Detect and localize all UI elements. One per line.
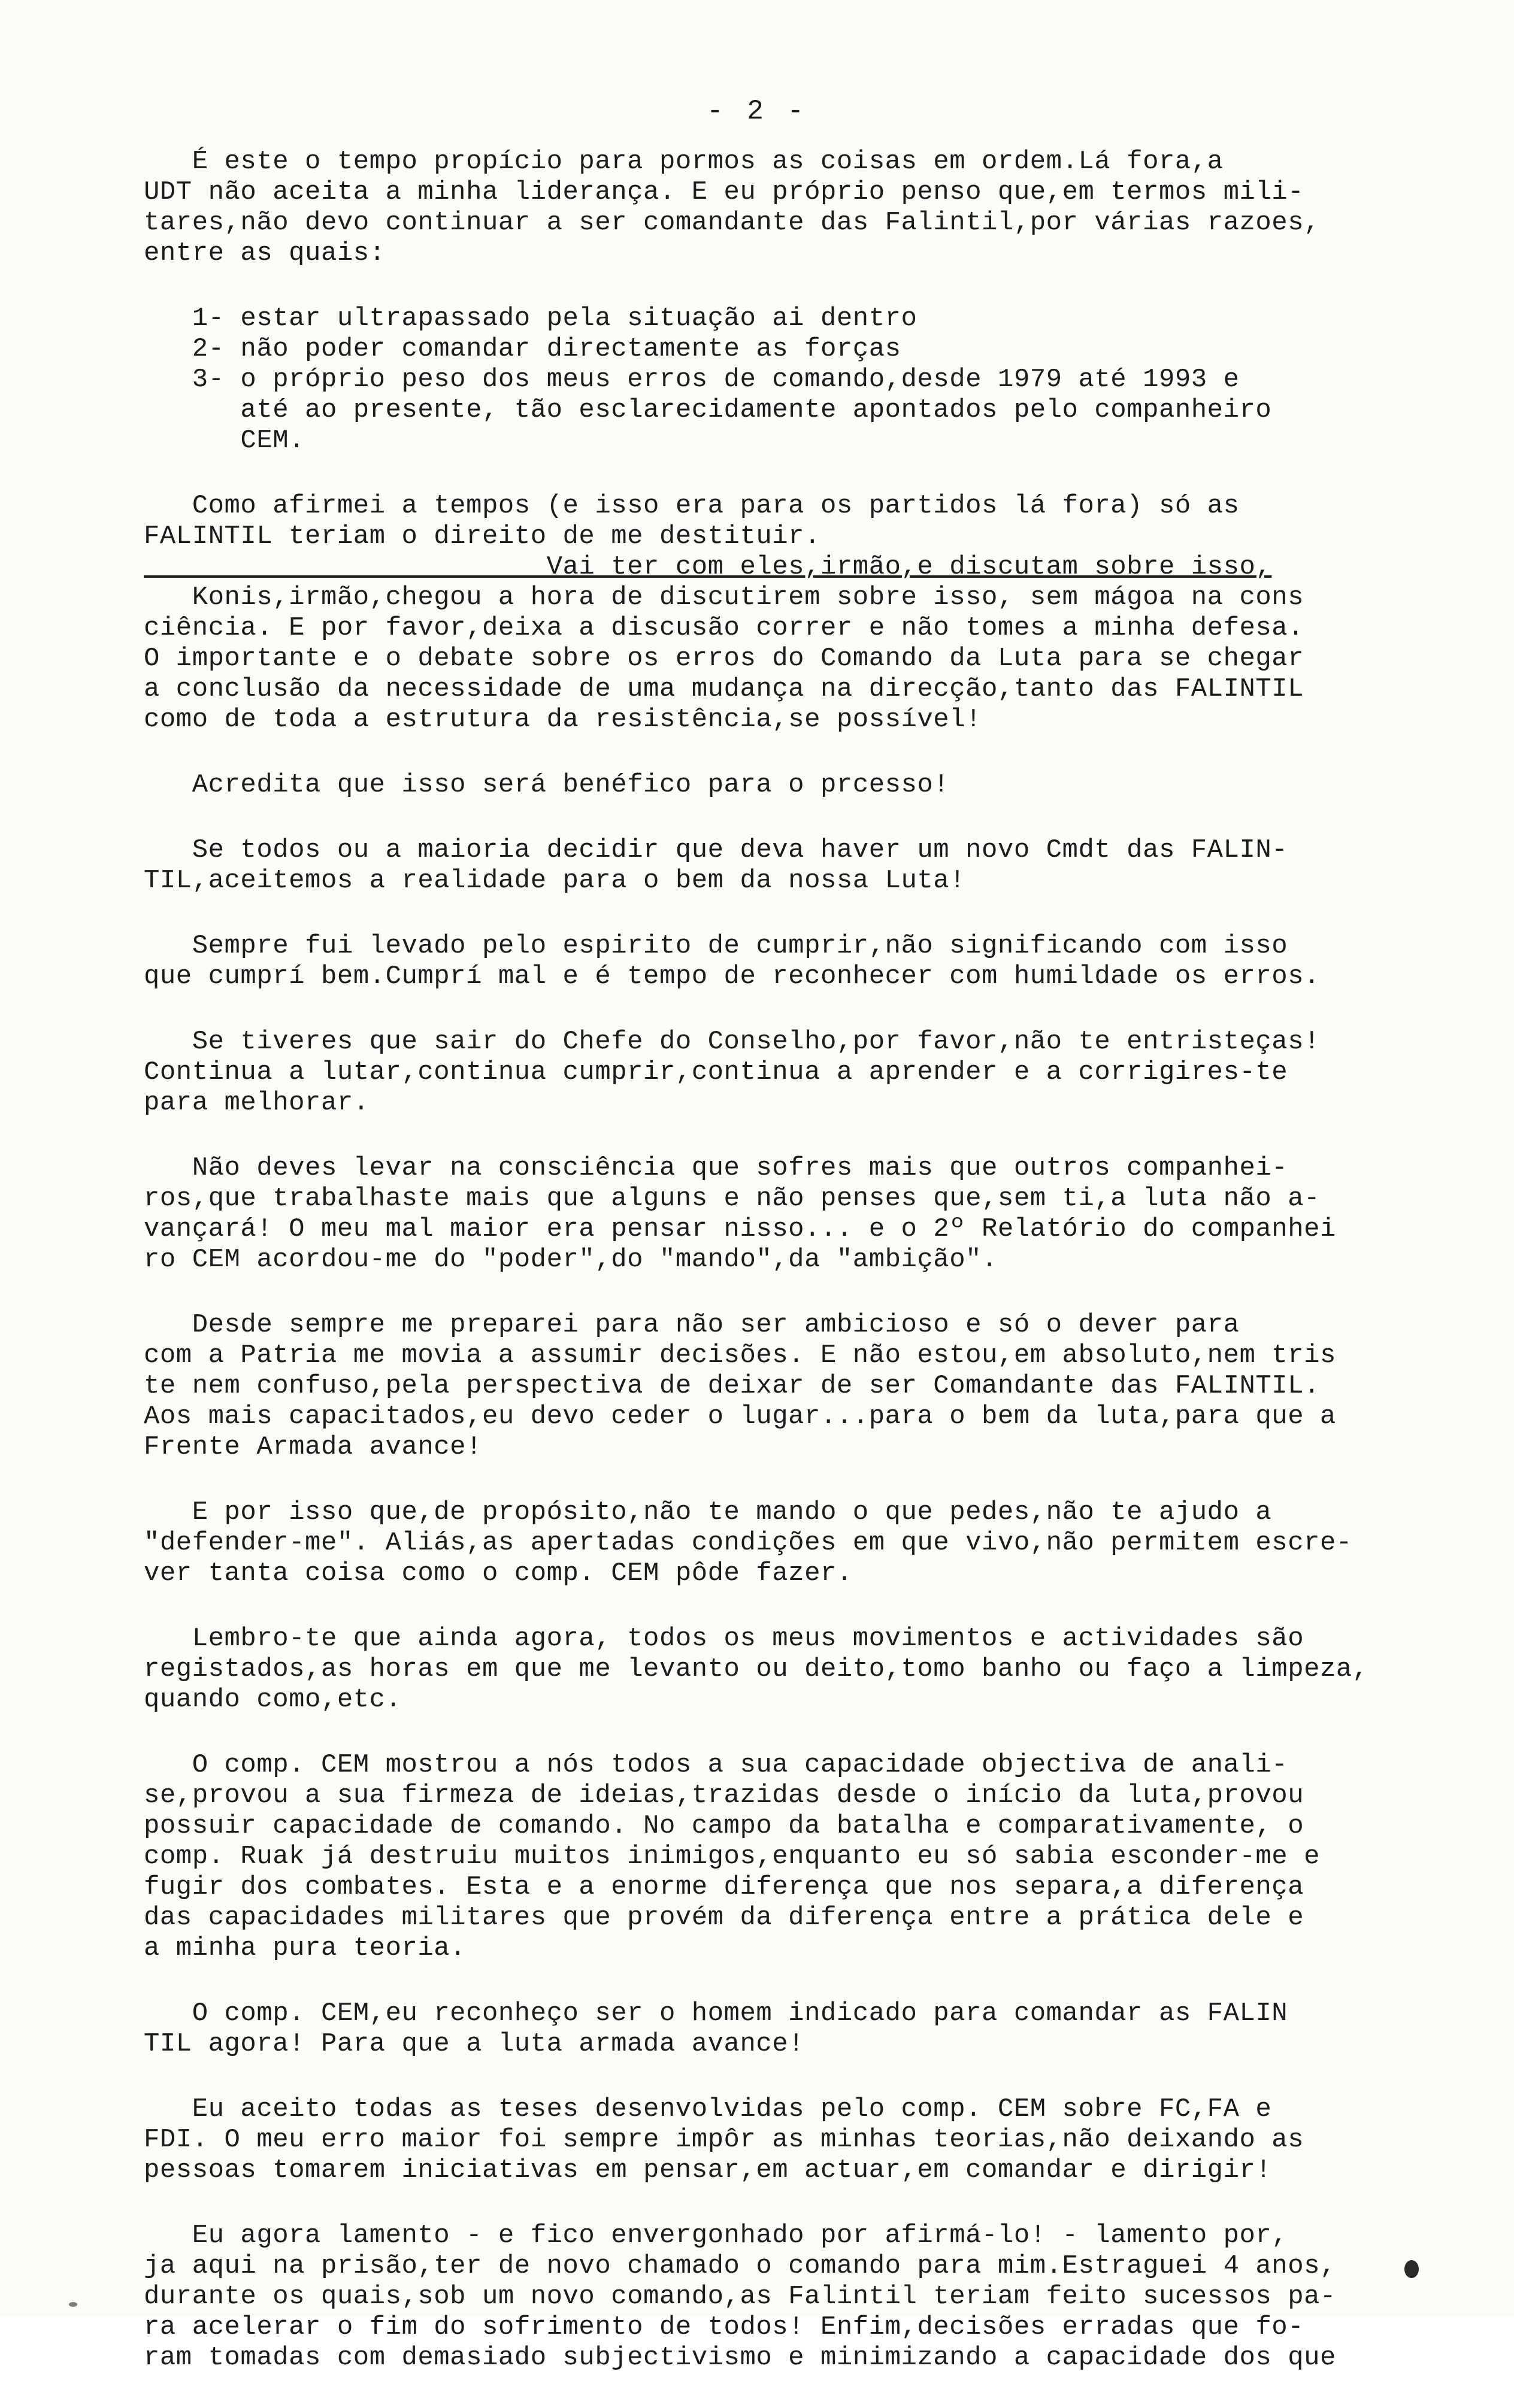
text-line: quando como,etc. xyxy=(144,1685,402,1715)
text-line: te nem confuso,pela perspectiva de deixar de ser Comandante das FALINTIL. xyxy=(144,1371,1321,1401)
text-line: como de toda a estrutura da resistência,se possível! xyxy=(144,705,982,735)
ink-smudge xyxy=(69,2302,77,2307)
paragraph xyxy=(144,1027,1473,1118)
list-item: até ao presente, tão esclarecidamente apontados pelo companheiro xyxy=(144,395,1272,425)
text-line: Aos mais capacitados,eu devo ceder o lugar...para o bem da luta,para que a xyxy=(144,1402,1336,1432)
list-item: 3- o próprio peso dos meus erros de comando,desde 1979 até 1993 e xyxy=(144,365,1240,395)
paragraph xyxy=(144,2221,1473,2373)
text-line: Não deves levar na consciência que sofres mais que outros companhei- xyxy=(144,1153,1288,1183)
list-item: 1- estar ultrapassado pela situação ai dentro xyxy=(144,304,918,333)
text-line: com a Patria me movia a assumir decisões. E não estou,em absoluto,nem tris xyxy=(144,1341,1336,1370)
text-line: para melhorar. xyxy=(144,1088,370,1118)
text-line: "defender-me". Aliás,as apertadas condições em que vivo,não permitem escre- xyxy=(144,1528,1352,1558)
reasons-list xyxy=(144,304,1473,456)
text-line: registados,as horas em que me levanto ou deito,tomo banho ou faço a limpeza, xyxy=(144,1654,1368,1684)
text-line: Frente Armada avance! xyxy=(144,1432,482,1462)
text-line: ja aqui na prisão,ter de novo chamado o comando para mim.Estraguei 4 anos, xyxy=(144,2251,1336,2281)
text-line: O comp. CEM mostrou a nós todos a sua capacidade objectiva de anali- xyxy=(144,1750,1288,1780)
text-line: que cumprí bem.Cumprí mal e é tempo de reconhecer com humildade os erros. xyxy=(144,962,1321,991)
paragraph xyxy=(144,1497,1473,1589)
text-line: se,provou a sua firmeza de ideias,trazidas desde o início da luta,provou xyxy=(144,1781,1304,1810)
list-item: CEM. xyxy=(144,426,305,456)
text-line: pessoas tomarem iniciativas em pensar,em actuar,em comandar e dirigir! xyxy=(144,2155,1272,2185)
text-line: Konis,irmão,chegou a hora de discutirem sobre isso, sem mágoa na cons xyxy=(144,583,1304,612)
text-line: durante os quais,sob um novo comando,as Falintil teriam feito sucessos pa- xyxy=(144,2282,1336,2312)
text-line: O importante e o debate sobre os erros do Comando da Luta para se chegar xyxy=(144,644,1304,674)
text-line: Eu agora lamento - e fico envergonhado por afirmá-lo! - lamento por, xyxy=(144,2221,1288,2251)
text-line: Continua a lutar,continua cumprir,continua a aprender e a corrigires-te xyxy=(144,1057,1288,1087)
text-line: Vai ter com eles,irmão,e discutam sobre isso, xyxy=(144,552,1272,582)
text-line: a minha pura teoria. xyxy=(144,1933,467,1963)
text-line: ver tanta coisa como o comp. CEM pôde fazer. xyxy=(144,1558,853,1588)
text-line: tares,não devo continuar a ser comandante das Falintil,por várias razoes, xyxy=(144,208,1321,238)
text-line: ciência. E por favor,deixa a discusão correr e não tomes a minha defesa. xyxy=(144,613,1304,643)
text-line: vançará! O meu mal maior era pensar nisso... e o 2º Relatório do companhei xyxy=(144,1214,1336,1244)
text-line: UDT não aceita a minha liderança. E eu próprio penso que,em termos mili- xyxy=(144,177,1304,207)
paragraph xyxy=(144,1998,1473,2060)
text-line: Se todos ou a maioria decidir que deva haver um novo Cmdt das FALIN- xyxy=(144,835,1288,865)
text-line: das capacidades militares que provém da diferença entre a prática dele e xyxy=(144,1903,1304,1933)
text-line: ros,que trabalhaste mais que alguns e não penses que,sem ti,a luta não a- xyxy=(144,1184,1321,1214)
paragraph xyxy=(144,147,1473,269)
text-line: possuir capacidade de comando. No campo da batalha e comparativamente, o xyxy=(144,1811,1304,1841)
text-line: TIL,aceitemos a realidade para o bem da nossa Luta! xyxy=(144,866,966,896)
paragraph xyxy=(144,1624,1473,1715)
text-line: TIL agora! Para que a luta armada avance! xyxy=(144,2029,805,2059)
page-number: - 2 - xyxy=(706,96,808,127)
text-line: Eu aceito todas as teses desenvolvidas pelo comp. CEM sobre FC,FA e xyxy=(144,2094,1272,2124)
text-line: Se tiveres que sair do Chefe do Conselho,por favor,não te entristeças! xyxy=(144,1027,1321,1057)
text-line: Desde sempre me preparei para não ser ambicioso e só o dever para xyxy=(144,1310,1240,1340)
paragraph xyxy=(144,2094,1473,2186)
text-line: Lembro-te que ainda agora, todos os meus movimentos e actividades são xyxy=(144,1624,1304,1654)
list-item: 2- não poder comandar directamente as forças xyxy=(144,334,901,364)
paragraph xyxy=(144,491,1473,735)
text-line: ro CEM acordou-me do "poder",do "mando",da "ambição". xyxy=(144,1245,998,1275)
text-line: Sempre fui levado pelo espirito de cumprir,não significando com isso xyxy=(144,931,1288,961)
paragraph xyxy=(144,1310,1473,1463)
paragraph xyxy=(144,835,1473,896)
text-line: E por isso que,de propósito,não te mando o que pedes,não te ajudo a xyxy=(144,1497,1272,1527)
text-line: FDI. O meu erro maior foi sempre impôr as minhas teorias,não deixando as xyxy=(144,2125,1304,2155)
text-line: comp. Ruak já destruiu muitos inimigos,enquanto eu só sabia esconder-me e xyxy=(144,1842,1321,1872)
text-line: É este o tempo propício para pormos as coisas em ordem.Lá fora,a xyxy=(144,147,1224,177)
text-line: entre as quais: xyxy=(144,238,386,268)
text-line: Como afirmei a tempos (e isso era para os partidos lá fora) só as xyxy=(144,491,1240,521)
text-line: fugir dos combates. Esta e a enorme diferença que nos separa,a diferença xyxy=(144,1872,1304,1902)
paragraph xyxy=(144,770,1473,800)
text-line: a conclusão da necessidade de uma mudança na direcção,tanto das FALINTIL xyxy=(144,674,1304,704)
ink-smudge xyxy=(1404,2260,1419,2278)
letter-body xyxy=(144,147,1473,2408)
paragraph xyxy=(144,1750,1473,1964)
text-line: Acredita que isso será benéfico para o prcesso! xyxy=(144,770,950,800)
paragraph xyxy=(144,1153,1473,1275)
text-line: ra acelerar o fim do sofrimento de todos! Enfim,decisões erradas que fo- xyxy=(144,2312,1304,2342)
text-line: ram tomadas com demasiado subjectivismo e minimizando a capacidade dos que xyxy=(144,2343,1336,2373)
text-line: O comp. CEM,eu reconheço ser o homem indicado para comandar as FALIN xyxy=(144,1998,1288,2028)
text-line: FALINTIL teriam o direito de me destituir. xyxy=(144,521,820,551)
paragraph xyxy=(144,931,1473,992)
